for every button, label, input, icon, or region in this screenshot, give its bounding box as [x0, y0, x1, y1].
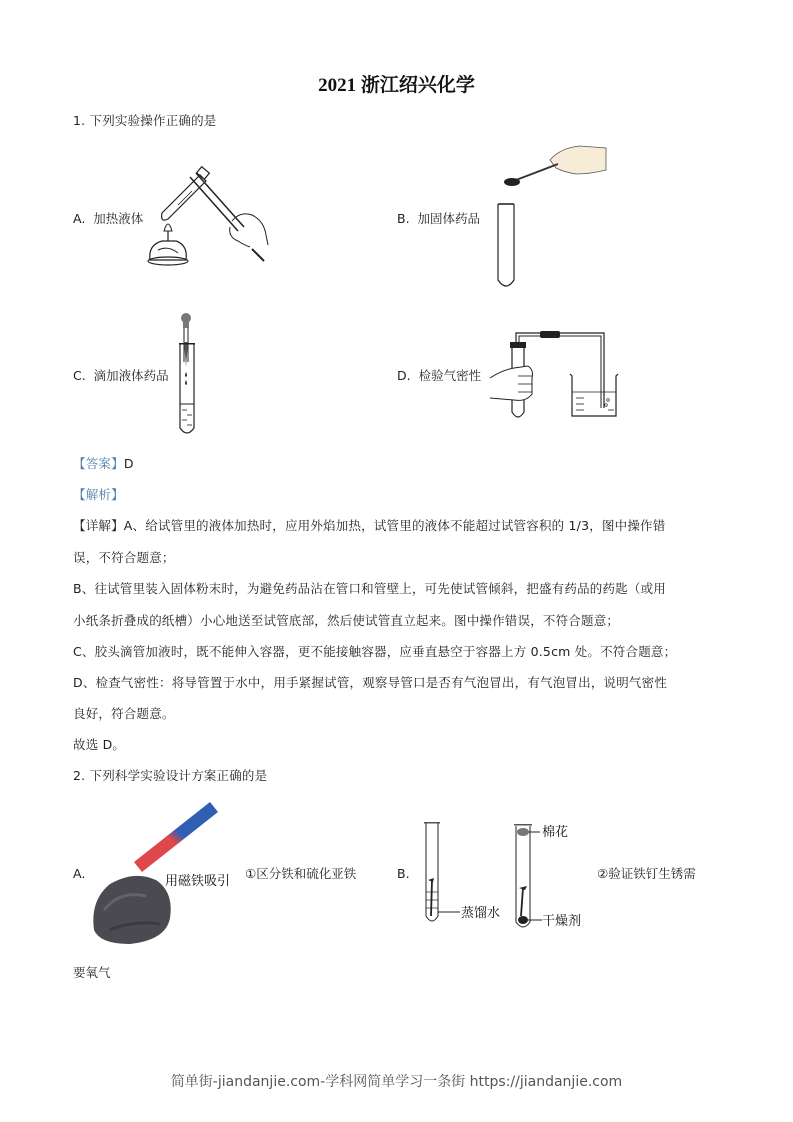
q2-option-b-text-continued: 要氧气	[73, 965, 111, 980]
detail-line-1: 【详解】A、给试管里的液体加热时，应用外焰加热，试管里的液体不能超过试管容积的 1/3，图中操作错	[73, 518, 666, 533]
magnet-caption: 用磁铁吸引	[165, 874, 231, 889]
airtightness-check-figure	[488, 330, 638, 422]
q1-option-c	[73, 366, 169, 384]
option-text: 加固体药品	[417, 211, 481, 226]
desiccant-label: 干燥剂	[542, 914, 582, 929]
option-text: 加热液体	[93, 211, 144, 226]
q2-option-b-text: ②验证铁钉生锈需	[597, 866, 696, 881]
q2-option-b-letter: B.	[397, 866, 410, 881]
option-letter: C.	[73, 368, 86, 383]
question-2-stem: 2. 下列科学实验设计方案正确的是	[73, 768, 268, 783]
q1-option-d	[397, 366, 481, 384]
detail-line-5: C、胶头滴管加液时，既不能伸入容器，更不能接触容器，应垂直悬空于容器上方 0.5cm 处。不符合题意；	[73, 644, 677, 659]
footer-watermark: 简单街-jiandanjie.com-学科网简单学习一条街 https://jiandanjie.com	[170, 1074, 623, 1090]
dropper-figure	[175, 312, 205, 437]
answer-label: 【答案】	[73, 456, 124, 471]
detail-line-4: 小纸条折叠成的纸槽）小心地送至试管底部，然后使试管直立起来。图中操作错误，不符合题意；	[73, 613, 620, 628]
detail-line-2: 误，不符合题意；	[73, 550, 175, 565]
page-title: 2021 浙江绍兴化学	[318, 75, 475, 96]
option-letter: D.	[397, 368, 411, 383]
cotton-label: 棉花	[542, 825, 569, 840]
detail-line-3: B、往试管里装入固体粉末时，为避免药品沾在管口和管壁上，可先使试管倾斜，把盛有药品的药匙（或用	[73, 581, 666, 596]
detail-line-7: 良好，符合题意。	[73, 706, 175, 721]
conclusion-line: 故选 D。	[73, 737, 126, 752]
q2-option-a-text: ①区分铁和硫化亚铁	[245, 866, 357, 881]
option-letter: A.	[73, 211, 86, 226]
option-letter: B.	[397, 211, 410, 226]
q1-option-b	[397, 209, 480, 227]
answer-value: D	[123, 456, 134, 471]
distilled-water-label: 蒸馏水	[461, 906, 501, 921]
heating-liquid-figure	[140, 165, 270, 270]
detail-line-6: D、检查气密性：将导管置于水中，用手紧握试管，观察导管口是否有气泡冒出，有气泡冒出，说明气密性	[73, 675, 668, 690]
q1-option-a	[73, 209, 143, 227]
analysis-label: 【解析】	[73, 487, 124, 502]
adding-solid-figure	[490, 140, 610, 290]
question-1-stem: 1. 下列实验操作正确的是	[73, 113, 217, 128]
answer-row	[73, 454, 134, 472]
q2-option-a-letter: A.	[73, 866, 86, 881]
option-text: 滴加液体药品	[93, 368, 169, 383]
option-text: 检验气密性	[418, 368, 482, 383]
